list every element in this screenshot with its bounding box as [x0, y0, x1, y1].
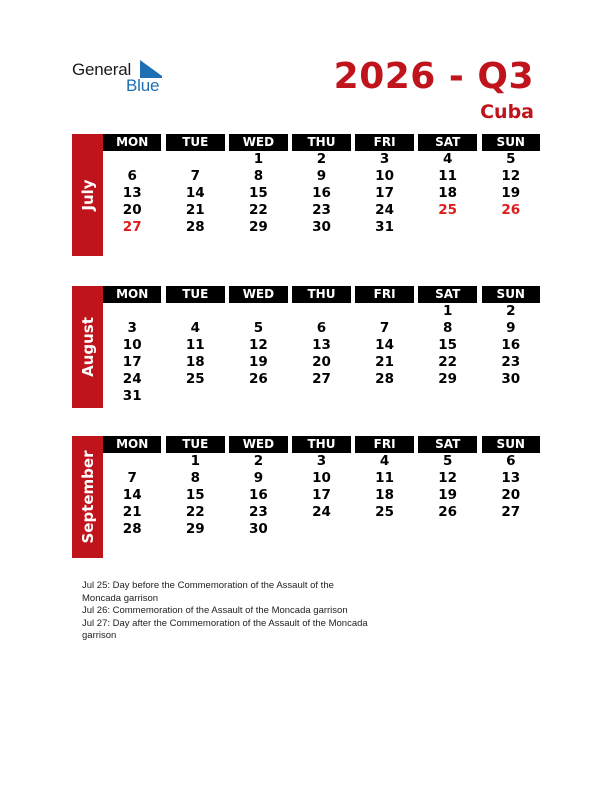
- month-august: [72, 286, 540, 408]
- day-cell: 24: [122, 371, 142, 387]
- empty-day-cell: [355, 388, 413, 405]
- week-row: [103, 337, 540, 354]
- day-cell: 24: [312, 504, 331, 520]
- weekday-header-row: [103, 286, 540, 303]
- weekday-header: THU: [292, 286, 350, 303]
- empty-day-cell: [482, 521, 540, 538]
- weekday-header: TUE: [166, 286, 224, 303]
- day-cell: 10: [122, 337, 142, 353]
- day-cell: 26: [248, 371, 268, 387]
- day-cell: 2: [506, 303, 516, 319]
- day-cell: 5: [253, 320, 264, 336]
- day-cell: 15: [438, 337, 458, 353]
- day-cell: 12: [438, 470, 458, 486]
- weekday-header: TUE: [166, 436, 224, 453]
- day-cell: 28: [375, 371, 394, 387]
- week-row: [103, 388, 540, 405]
- day-cell: 28: [122, 521, 142, 537]
- day-cell: 13: [501, 470, 521, 486]
- day-cell: 2: [253, 453, 264, 469]
- empty-day-cell: [103, 151, 161, 168]
- weekday-header: SAT: [418, 134, 476, 151]
- day-cell: 5: [506, 151, 516, 167]
- day-cell: 19: [438, 487, 458, 503]
- day-cell: 15: [185, 487, 205, 503]
- day-cell: 3: [127, 320, 137, 336]
- day-cell: 25: [375, 504, 394, 520]
- day-cell: 3: [379, 151, 390, 167]
- day-cell: 14: [122, 487, 142, 503]
- weekday-header: WED: [229, 286, 287, 303]
- day-cell: 20: [122, 202, 142, 218]
- day-cell: 1: [253, 151, 264, 167]
- month-grid: [103, 134, 540, 236]
- week-row: [103, 185, 540, 202]
- day-cell: 2: [316, 151, 327, 167]
- day-cell: 21: [122, 504, 142, 520]
- week-row: [103, 320, 540, 337]
- day-cell: 6: [127, 168, 137, 184]
- weekday-header: FRI: [355, 134, 413, 151]
- brand-logo: [72, 58, 172, 98]
- day-cell: 19: [248, 354, 268, 370]
- day-cell: 27: [312, 371, 331, 387]
- empty-day-cell: [292, 303, 350, 320]
- day-cell: 18: [185, 354, 205, 370]
- month-band: [72, 286, 103, 408]
- day-cell: 29: [438, 371, 458, 387]
- empty-day-cell: [103, 303, 161, 320]
- holiday-note: Jul 27: Day after the Commemoration of the Assault of the Moncada garrison: [82, 617, 368, 642]
- weekday-header: SAT: [418, 436, 476, 453]
- weekday-header: MON: [103, 134, 161, 151]
- weekday-header: WED: [229, 436, 287, 453]
- week-row: [103, 354, 540, 371]
- empty-day-cell: [482, 388, 540, 405]
- weekday-header-row: [103, 436, 540, 453]
- day-cell: 22: [248, 202, 268, 218]
- day-cell: 8: [190, 470, 200, 486]
- day-cell: 31: [122, 388, 142, 404]
- holiday-note: Jul 25: Day before the Commemoration of the Assault of the Moncada garrison: [82, 580, 334, 604]
- day-cell: 9: [316, 168, 327, 184]
- day-cell: 12: [501, 168, 521, 184]
- weekday-header: FRI: [355, 286, 413, 303]
- month-grid: [103, 286, 540, 405]
- week-row: [103, 371, 540, 388]
- day-cell: 30: [501, 371, 521, 387]
- day-cell: 20: [312, 354, 331, 370]
- weekday-header: MON: [103, 286, 161, 303]
- day-cell: 13: [122, 185, 142, 201]
- day-cell: 23: [312, 202, 331, 218]
- day-cell: 24: [375, 202, 394, 218]
- empty-day-cell: [355, 303, 413, 320]
- week-row: [103, 504, 540, 521]
- weekday-header-row: [103, 134, 540, 151]
- day-cell: 4: [190, 320, 200, 336]
- month-september: [72, 436, 540, 558]
- empty-day-cell: [418, 388, 476, 405]
- day-cell: 7: [127, 470, 137, 486]
- day-cell: 4: [442, 151, 453, 167]
- month-july: [72, 134, 540, 256]
- day-cell: 25: [185, 371, 205, 387]
- day-cell: 4: [379, 453, 390, 469]
- month-name: July: [78, 179, 97, 211]
- day-cell: 30: [312, 219, 331, 235]
- day-cell: 10: [375, 168, 394, 184]
- empty-day-cell: [166, 303, 224, 320]
- empty-day-cell: [103, 453, 161, 470]
- week-row: [103, 470, 540, 487]
- weekday-header: WED: [229, 134, 287, 151]
- week-row: [103, 202, 540, 219]
- empty-day-cell: [229, 388, 287, 405]
- day-cell: 18: [375, 487, 394, 503]
- day-cell: 17: [312, 487, 331, 503]
- day-cell: 23: [248, 504, 268, 520]
- empty-day-cell: [482, 219, 540, 236]
- day-cell: 10: [312, 470, 331, 486]
- weekday-header: TUE: [166, 134, 224, 151]
- day-cell: 8: [253, 168, 264, 184]
- day-cell: 9: [253, 470, 264, 486]
- day-cell: 11: [375, 470, 394, 486]
- day-cell: 14: [375, 337, 394, 353]
- day-cell: 12: [248, 337, 268, 353]
- day-cell: 21: [375, 354, 394, 370]
- empty-day-cell: [418, 521, 476, 538]
- month-name: September: [78, 450, 97, 544]
- weekday-header: SUN: [482, 286, 540, 303]
- weekday-header: THU: [292, 436, 350, 453]
- day-cell: 16: [312, 185, 331, 201]
- day-cell: 20: [501, 487, 521, 503]
- day-cell: 13: [312, 337, 331, 353]
- empty-day-cell: [166, 151, 224, 168]
- day-cell: 29: [185, 521, 205, 537]
- day-cell: 15: [248, 185, 268, 201]
- holiday-notes: [82, 580, 372, 643]
- day-cell: 6: [316, 320, 327, 336]
- weekday-header: SAT: [418, 286, 476, 303]
- empty-day-cell: [418, 219, 476, 236]
- weekday-header: SUN: [482, 134, 540, 151]
- day-cell: 27: [122, 219, 142, 235]
- day-cell: 11: [438, 168, 458, 184]
- day-cell: 28: [185, 219, 205, 235]
- month-name: August: [78, 317, 97, 377]
- day-cell: 7: [190, 168, 200, 184]
- month-band: [72, 436, 103, 558]
- day-cell: 11: [185, 337, 205, 353]
- brand-word-general: General: [72, 60, 132, 79]
- day-cell: 3: [316, 453, 327, 469]
- day-cell: 1: [442, 303, 453, 319]
- page-title: 2026 - Q3: [333, 56, 534, 97]
- empty-day-cell: [229, 303, 287, 320]
- empty-day-cell: [166, 388, 224, 405]
- weekday-header: MON: [103, 436, 161, 453]
- day-cell: 30: [248, 521, 268, 537]
- day-cell: 19: [501, 185, 521, 201]
- day-cell: 18: [438, 185, 458, 201]
- day-cell: 6: [506, 453, 516, 469]
- empty-day-cell: [355, 521, 413, 538]
- week-row: [103, 303, 540, 320]
- day-cell: 29: [248, 219, 268, 235]
- day-cell: 16: [248, 487, 268, 503]
- country-label: Cuba: [480, 101, 534, 123]
- week-row: [103, 151, 540, 168]
- day-cell: 8: [442, 320, 453, 336]
- weekday-header: SUN: [482, 436, 540, 453]
- weekday-header: THU: [292, 134, 350, 151]
- week-row: [103, 219, 540, 236]
- day-cell: 16: [501, 337, 521, 353]
- day-cell: 14: [185, 185, 205, 201]
- brand-word-blue: Blue: [126, 76, 160, 95]
- month-band: [72, 134, 103, 256]
- day-cell: 26: [501, 202, 521, 218]
- day-cell: 26: [438, 504, 458, 520]
- day-cell: 27: [501, 504, 521, 520]
- week-row: [103, 453, 540, 470]
- day-cell: 31: [375, 219, 394, 235]
- day-cell: 25: [438, 202, 458, 218]
- day-cell: 22: [438, 354, 458, 370]
- empty-day-cell: [292, 388, 350, 405]
- week-row: [103, 521, 540, 538]
- empty-day-cell: [292, 521, 350, 538]
- day-cell: 1: [190, 453, 200, 469]
- day-cell: 22: [185, 504, 205, 520]
- day-cell: 5: [442, 453, 453, 469]
- weekday-header: FRI: [355, 436, 413, 453]
- day-cell: 17: [375, 185, 394, 201]
- day-cell: 17: [122, 354, 142, 370]
- day-cell: 9: [506, 320, 516, 336]
- holiday-note: Jul 26: Commemoration of the Assault of the Moncada garrison: [82, 605, 348, 617]
- day-cell: 7: [379, 320, 390, 336]
- day-cell: 23: [501, 354, 521, 370]
- week-row: [103, 487, 540, 504]
- day-cell: 21: [185, 202, 205, 218]
- week-row: [103, 168, 540, 185]
- month-grid: [103, 436, 540, 538]
